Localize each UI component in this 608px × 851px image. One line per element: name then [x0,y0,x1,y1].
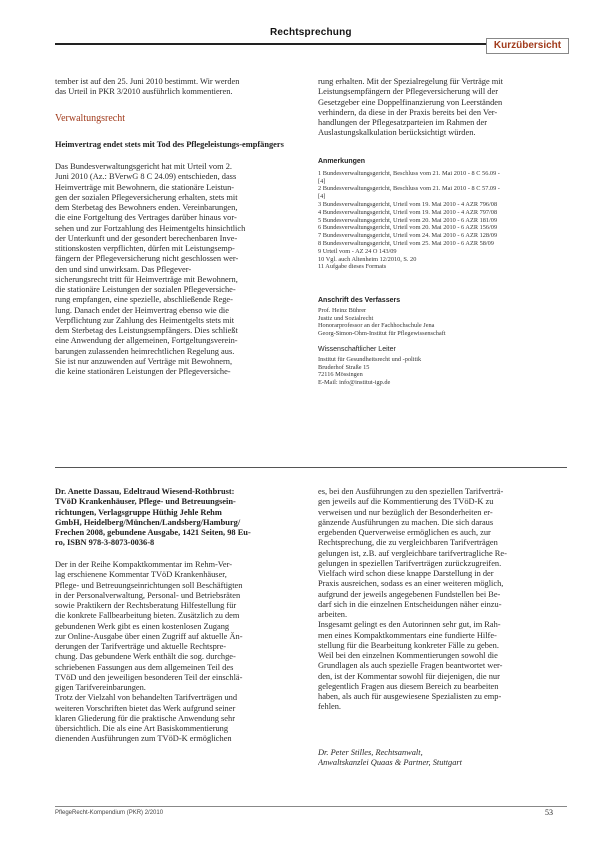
address-line: 72116 Mössingen [318,371,363,379]
note-line: [4] [318,193,326,201]
text-line: Heimverträge mit Bewohnern, die stationäre Leistun- [55,182,235,192]
text-line: die keine stationären Leistungen der Pflegeversiche- [55,367,231,376]
text-line: sowie Praktikern der Rechtsberatung Hilfestellung für [55,601,237,610]
text-line: haben, als auch für ausgewiesene Spezialisten zu emp- [318,692,502,701]
review-left-body [55,560,305,745]
heading-line: Frechen 2008, gebundene Ausgabe, 1421 Seiten, 98 Eu- [55,528,251,537]
scientific-lead-title: Wissenschaftlicher Leiter [318,346,396,353]
text-line: TVöD und den jeweiligen besonderen Teil der einschlä- [55,672,243,682]
author-address-title: Anschrift des Verfassers [318,297,401,304]
text-line: rung erhalten. Mit der Spezialregelung für Verträge mit [318,77,503,86]
signature-line: Anwaltskanzlei Quaas & Partner, Stuttgart [318,758,463,768]
footer-publication: PflegeRecht-Kompendium (PKR) 2/2010 [55,810,164,816]
text-line: Trotz der Vielzahl von behandelten Tarifverträgen und [55,693,238,703]
text-line: dem Sterbetag des Bewohners enden. Vereinbarungen, [55,203,238,212]
author-address [318,297,568,338]
text-line: darf sich in die einzelnen Entscheidungen näher einzu- [318,599,502,609]
top-right-body [318,77,568,139]
address-line: Bruderhof Straße 15 [318,363,370,371]
text-line: in der Personalverwaltung, Personal- und Betriebsräten [55,590,241,600]
text-line: handlungen der Pflegesatzparteien im Rahmen der [318,118,488,127]
note-line: [4] [318,177,326,185]
address-line: Justiz und Sozialrecht [318,314,374,322]
text-line: den und sind unwirksam. Das Pflegever- [55,264,192,274]
heading-line: GmbH, Heidelberg/München/Landsberg/Hamburg/ [55,517,241,527]
text-line: den, ist der Kommentar sowohl für diejenigen, die nur [318,671,500,681]
text-line: die eine Fortgeltung des Vertrages darüber hinaus vor- [55,213,237,223]
text-line: arbeiten. [318,610,348,619]
footer-rule [55,806,567,807]
text-line: gen der sozialen Pflegeversicherung erhalten, stets mit [55,192,238,202]
text-line: übersichtlich. Die als eine Art Basiskommentierung [55,724,229,733]
review-signature [318,748,568,769]
text-line: lag erschienene Kommentar TVöD Krankenhäuser, [55,570,227,580]
text-line: Grundlagen als auch spezielle Fragen beantwortet wer- [318,661,503,671]
note-line: 2 Bundesverwaltungsgericht, Beschluss vom 21. Mai 2010 - 8 C 57.09 - [318,185,500,193]
section-divider [55,467,567,468]
text-line: tember ist auf den 25. Juni 2010 bestimmt. Wir werden [55,77,240,86]
text-line: der Unterkunft und der gesondert berechenbaren Inve- [55,233,238,243]
text-line: chung. Das gebundene Werk enthält die sog. durchge- [55,652,236,662]
text-line: Juni 2010 (Az.: BVerwG 8 C 24.09) entschieden, dass [55,172,237,182]
text-line: Insgesamt gelingt es den Autorinnen sehr gut, im Rah- [318,620,501,630]
text-line: fängern der Pflegeversicherung nicht geschlossen wer- [55,254,239,264]
text-line: weiteren Vorschriften bietet das Werk aufgrund seiner [55,703,236,713]
section-title: Verwaltungsrecht [55,113,125,124]
text-line: stitionskosten verpflichten, dürfen mit Leistungsemp- [55,244,235,253]
text-line: das Urteil in PKR 3/2010 ausführlich kommentieren. [55,87,233,97]
text-line: verhindern, da diese in der Praxis bereits bei den Ver- [318,107,498,117]
note-line: 6 Bundesverwaltungsgericht, Urteil vom 20. Mai 2010 - 6 AZR 156/09 [318,224,498,232]
address-line: Prof. Heinz Bührer [318,306,367,314]
signature-line: Dr. Peter Stilles, Rechtsanwalt, [318,748,423,757]
text-line: Rechtsprechung, die zu vergleichbaren Tarifverträgen [318,538,498,548]
text-line: dienenden Ausführungen zum TVöD-K ermöglichen [55,734,232,744]
text-line: Leistungsempfängern der Pflegeversicherung will der [318,87,499,97]
scientific-lead [318,346,568,387]
email-line: E-Mail: info@institut-igp.de [318,379,391,387]
text-line: gelungen ist, z.B. auf vergleichbare tarifvertragliche Re- [318,548,507,558]
note-line: 4 Bundesverwaltungsgericht, Urteil vom 19. Mai 2010 - 4 AZR 797/08 [318,208,498,216]
text-line: zur Online-Ausgabe über einen Zugriff auf aktuelle Än- [55,631,243,641]
text-line: Vielfach wird schon diese knappe Darstellung in der [318,569,494,578]
heading-line: ro, ISBN 978-3-8073-0036-8 [55,538,155,548]
text-line: Praxis ausreichen, sodass es an einer weiteren möglich, [318,579,504,589]
text-line: Pflege- und Betreuungseinrichtungen soll Beschäftigten [55,580,243,590]
text-line: gänzende Ausführungen zu machen. Die sich daraus [318,517,494,527]
article-title: Heimvertrag endet stets mit Tod des Pflegeleistungs-empfängers [55,140,284,149]
text-line: rung empfangen, eine spezielle, abschließende Rege- [55,295,233,305]
address-line: Institut für Gesundheitsrecht und -politik [318,355,422,363]
text-line: gigen Tarifvereinbarungen. [55,683,146,692]
text-line: gen jeweils auf die Kommentierung des TVöD-K zu [318,497,494,507]
header-section-box: Kurzübersicht [486,38,569,54]
heading-line: Dr. Anette Dassau, Edeltraud Wiesend-Rothbrust: [55,487,235,496]
review-right-body [318,487,568,713]
text-line: ergebenden Querverweise ermöglichen es auch, zur [318,528,491,537]
top-left-body [55,162,305,377]
page-number: 53 [545,808,553,817]
text-line: gelungen in speziellen Tarifverträgen zurückzugreifen. [318,558,502,568]
text-line: gelegentlich Fragen aus diesem Bereich zu bearbeiten [318,681,499,691]
text-line: es, bei den Ausführungen zu den speziellen Tarifverträ- [318,487,504,496]
note-line: 11 Aufgabe dieses Formats [318,263,387,271]
text-line: sehen und zur Fortzahlung des Heimentgelts hinsichtlich [55,223,246,233]
note-line: 10 Vgl. auch Altenheim 12/2010, S. 20 [318,255,417,263]
top-left-intro [55,77,305,98]
text-line: Weil bei den einzelnen Kommentierungen sowohl die [318,651,498,660]
review-heading [55,487,305,549]
text-line: klaren Gliederung für die praktische Anwendung sehr [55,713,236,723]
note-line: 5 Bundesverwaltungsgericht, Urteil vom 20. Mai 2010 - 6 AZR 181/09 [318,216,498,224]
text-line: schriebenen Fassungen aus dem allgemeinen Teil des [55,662,234,672]
text-line: die stationäre Leistungen der sozialen Pflegeversiche- [55,285,236,294]
text-line: stellung für die Bearbeitung konkreter Fälle zu geben. [318,640,499,650]
note-line: 9 Urteil vom - AZ 24 O 143/09 [318,247,397,255]
text-line: lung. Danach endet der Heimvertrag ebenso wie die [55,305,229,315]
text-line: aufgrund der jeweils angegebenen Fundstellen bei Be- [318,589,501,599]
text-line: dem Sterbetag des Leistungsempfängers. Dies schließt [55,326,238,335]
note-line: 8 Bundesverwaltungsgericht, Urteil vom 25. Mai 2010 - 6 AZR 58/09 [318,239,494,247]
text-line: die konkrete Fallbearbeitung bieten. Zusätzlich zu dem [55,611,240,621]
address-line: Georg-Simon-Ohm-Institut für Pflegewissenschaft [318,330,446,338]
text-line: gebundenen Werk gibt es einen kostenlosen Zugang [55,621,230,631]
text-line: men eines Kompaktkommentars eine fundierte Hilfe- [318,630,497,640]
heading-line: TVöD Krankenhäuser, Pflege- und Betreuungsein- [55,497,236,507]
text-line: Gesetzgeber eine Doppelfinanzierung von Leerständen [318,97,503,107]
text-line: barungen zulassenden heimrechtlichen Regelung aus. [55,346,235,356]
text-line: Verpflichtung zur Zahlung des Heimentgelts stets mit [55,315,235,325]
text-line: derungen der Tarifverträge und aktuelle Rechtspre- [55,642,227,651]
address-line: Honorarprofessor an der Fachhochschule Jena [318,322,435,330]
notes-block [318,158,568,271]
note-line: 7 Bundesverwaltungsgericht, Urteil vom 24. Mai 2010 - 6 AZR 128/09 [318,232,498,240]
text-line: verweisen und nur bezüglich der Besonderheiten er- [318,507,493,517]
note-line: 1 Bundesverwaltungsgericht, Beschluss vom 21. Mai 2010 - 8 C 56.09 - [318,169,500,177]
text-line: Das Bundesverwaltungsgericht hat mit Urteil vom 2. [55,162,233,171]
text-line: fehlen. [318,702,342,712]
text-line: Auslastungskalkulation berücksichtigt würden. [318,128,476,138]
note-line: 3 Bundesverwaltungsgericht, Urteil vom 19. Mai 2010 - 4 AZR 796/08 [318,200,498,208]
header-rubrik: Rechtsprechung [270,27,352,38]
text-line: Sie ist nur anzuwenden auf Verträge mit Bewohnern, [55,356,233,366]
heading-line: richtungen, Verlagsgruppe Hüthig Jehle Rehm [55,507,222,517]
text-line: sicherungsrecht tritt für Heimverträge mit Bewohnern, [55,274,238,284]
text-line: Der in der Reihe Kompaktkommentar im Rehm-Ver- [55,560,233,569]
notes-title: Anmerkungen [318,158,366,165]
text-line: eine Anwendung der allgemeinen, Fortgeltungsverein- [55,336,238,346]
